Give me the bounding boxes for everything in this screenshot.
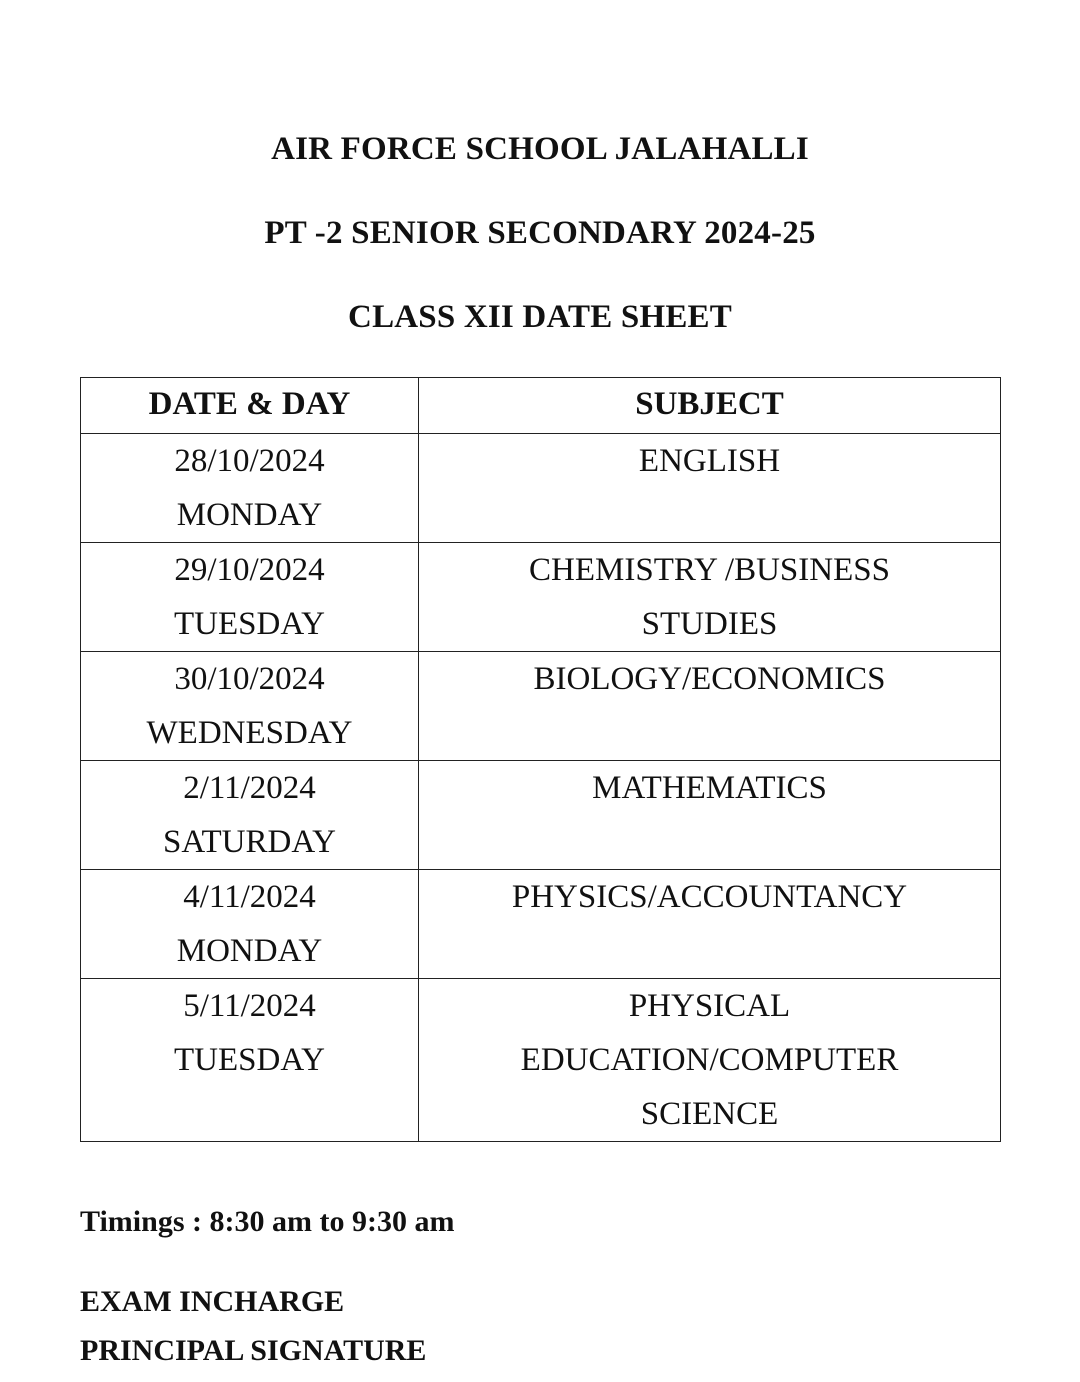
subject-cell [419,434,1001,543]
exam-date: 29/10/2024 [174,552,325,588]
table-row [81,761,1001,870]
subject-line: BIOLOGY/ECONOMICS [533,661,886,697]
column-header-date-day: DATE & DAY [81,378,419,434]
date-sheet-table [80,377,1001,1142]
exam-day: WEDNESDAY [146,715,353,751]
table-row [81,979,1001,1142]
exam-day: SATURDAY [163,824,336,860]
exam-date: 28/10/2024 [174,443,325,479]
table-header-row [81,378,1001,434]
timings-note: Timings : 8:30 am to 9:30 am [80,1205,455,1238]
date-day-cell [81,652,419,761]
exam-incharge-label: EXAM INCHARGE [80,1285,345,1318]
date-day-cell [81,870,419,979]
subject-cell [419,652,1001,761]
exam-date: 5/11/2024 [183,988,316,1024]
subject-line: PHYSICS/ACCOUNTANCY [511,879,908,915]
table-row [81,543,1001,652]
exam-day: MONDAY [176,933,323,969]
exam-date: 30/10/2024 [174,661,325,697]
exam-day: MONDAY [176,497,323,533]
date-day-cell [81,979,419,1142]
exam-date: 2/11/2024 [183,770,316,806]
subject-line: CHEMISTRY /BUSINESS [529,552,890,588]
table-row [81,652,1001,761]
exam-day: TUESDAY [174,606,325,642]
subject-line: EDUCATION/COMPUTER [520,1042,899,1078]
subject-cell [419,870,1001,979]
subject-line: MATHEMATICS [592,770,827,806]
table-row [81,434,1001,543]
subject-line: PHYSICAL [628,988,791,1024]
subject-line: SCIENCE [640,1096,779,1132]
school-name-heading: AIR FORCE SCHOOL JALAHALLI [271,131,809,167]
exam-title-heading: PT -2 SENIOR SECONDARY 2024-25 [264,215,816,251]
date-sheet-heading: CLASS XII DATE SHEET [348,299,732,335]
principal-signature-label: PRINCIPAL SIGNATURE [80,1334,427,1367]
subject-cell [419,979,1001,1142]
subject-cell [419,761,1001,870]
subject-line: STUDIES [641,606,778,642]
table-row [81,870,1001,979]
subject-cell [419,543,1001,652]
subject-line: ENGLISH [638,443,781,479]
date-day-cell [81,761,419,870]
column-header-subject: SUBJECT [419,378,1001,434]
date-day-cell [81,434,419,543]
exam-day: TUESDAY [174,1042,325,1078]
date-day-cell [81,543,419,652]
exam-date: 4/11/2024 [183,879,316,915]
